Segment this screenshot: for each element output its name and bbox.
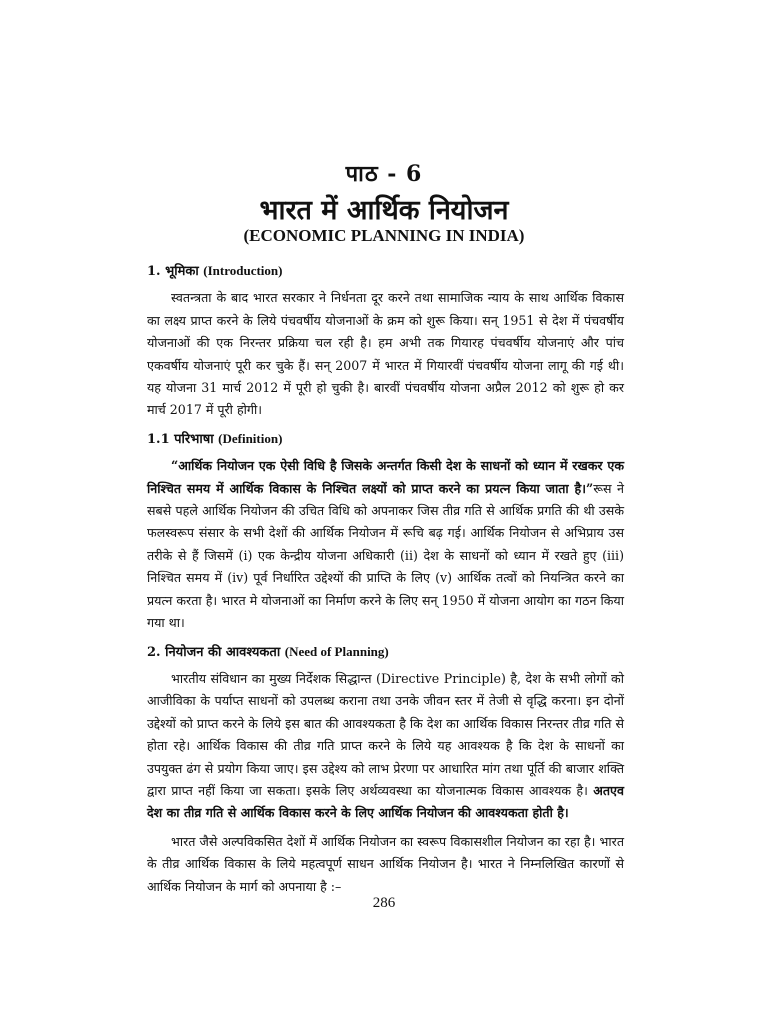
need-text: भारतीय संविधान का मुख्य निर्देशक सिद्धान्त (Directive Principle) है, देश के सभी लोगों को आजीविका के पर्याप्त साधनों को उपलब्ध कराना तथा उनके जीवन स्तर में तेजी से वृद्धि करना। इन दोनों उद्देश्यों को प्राप्त करने के लिये इस बात की आवश्यकता है कि देश का आर्थिक विकास निरन्तर तीव्र गति से होता रहे। आर्थिक विकास की तीव्र गति प्राप्त करने के लिये यह आवश्यक है कि देश के साधनों का उपयुक्त ढंग से प्रयोग किया जाए। इस उद्देश्य को लाभ प्रेरणा पर आधारित मांग तथा पूर्ति की बाजार शक्ति द्वारा प्राप्त नहीं किया जा सकता। इसके लिए अर्थव्यवस्था का योजनात्मक विकास आवश्यक है। <box>147 670 624 798</box>
introduction-paragraph: स्वतन्त्रता के बाद भारत सरकार ने निर्धनता दूर करने तथा सामाजिक न्याय के साथ आर्थिक विकास का लक्ष्य प्राप्त करने के लिये पंचवर्षीय योजनाओं के क्रम को शुरू किया। सन् 1951 से देश में पंचवर्षीय योजनाओं की एक निरन्तर प्रक्रिया चल रही है। हम अभी तक गियारह पंचवर्षीय योजनाएं और पांच एकवर्षीय योजनाएं पूरी कर चुके हैं। सन् 2007 में भारत में गियारवीं पंचवर्षीय योजना लागू की गई थी। यह योजना 31 मार्च 2012 में पूरी हो चुकी है। बारवीं पंचवर्षीय योजना अप्रैल 2012 को शुरू हो कर मार्च 2017 में पूरी होगी। <box>147 290 624 418</box>
section-heading-need-of-planning <box>147 641 624 664</box>
need-paragraph-2: भारत जैसे अल्पविकसित देशों में आर्थिक नियोजन का स्वरूप विकासशील नियोजन का रहा है। भारत के तीव्र आर्थिक विकास के लिये महत्वपूर्ण साधन आर्थिक नियोजन है। भारत ने निम्नलिखित कारणों से आर्थिक नियोजन के मार्ग को अपनाया है :– <box>147 833 624 894</box>
section-heading-definition <box>147 428 624 451</box>
page-number: 286 <box>372 895 396 911</box>
heading-english: (Definition) <box>218 430 283 446</box>
chapter-subtitle: (ECONOMIC PLANNING IN INDIA) <box>243 226 525 245</box>
definition-quote: “आर्थिक नियोजन एक ऐसी विधि है जिसके अन्तर्गत किसी देश के साधनों को ध्यान में रखकर एक निश्चित समय में आर्थिक विकास के निश्चित लक्ष्यों को प्राप्त करने का प्रयत्न किया जाता है।” <box>147 458 624 496</box>
chapter-title: भारत में आर्थिक नियोजन <box>259 195 509 226</box>
need-paragraph <box>147 668 624 825</box>
chapter-number: पाठ - 6 <box>345 161 423 187</box>
need-conclusion: अतएव देश का तीव्र गति से आर्थिक विकास करने के लिए आर्थिक नियोजन की आवश्यकता होती है। <box>147 782 624 821</box>
heading-hindi: 1.1 परिभाषा <box>147 431 214 447</box>
page-body <box>147 258 624 904</box>
section-heading-introduction <box>147 260 624 283</box>
heading-english: (Need of Planning) <box>284 643 389 659</box>
definition-paragraph <box>147 455 624 634</box>
heading-english: (Introduction) <box>203 263 283 278</box>
heading-hindi: 2. नियोजन की आवश्यकता <box>147 644 281 660</box>
definition-text: रूस ने सबसे पहले आर्थिक नियोजन की उचित विधि को अपनाकर जिस तीव्र गति से आर्थिक प्रगति की थी उसके फलस्वरूप संसार के सभी देशों की आर्थिक नियोजन में रूचि बढ़ गई। आर्थिक नियोजन से अभिप्राय उस तरीके से हैं जिसमें (i) एक केन्द्रीय योजना अधिकारी (ii) देश के साधनों को ध्यान में रखते हुए (iii) निश्चित समय में (iv) पूर्व निर्धारित उद्देश्यों की प्राप्ति के लिए (v) आर्थिक तत्वों को नियन्त्रित करने का प्रयत्न करता है। भारत मे योजनाओं का निर्माण करने के लिए सन् 1950 में योजना आयोग का गठन किया गया था। <box>147 480 624 631</box>
heading-hindi: 1. भूमिका <box>147 264 199 279</box>
